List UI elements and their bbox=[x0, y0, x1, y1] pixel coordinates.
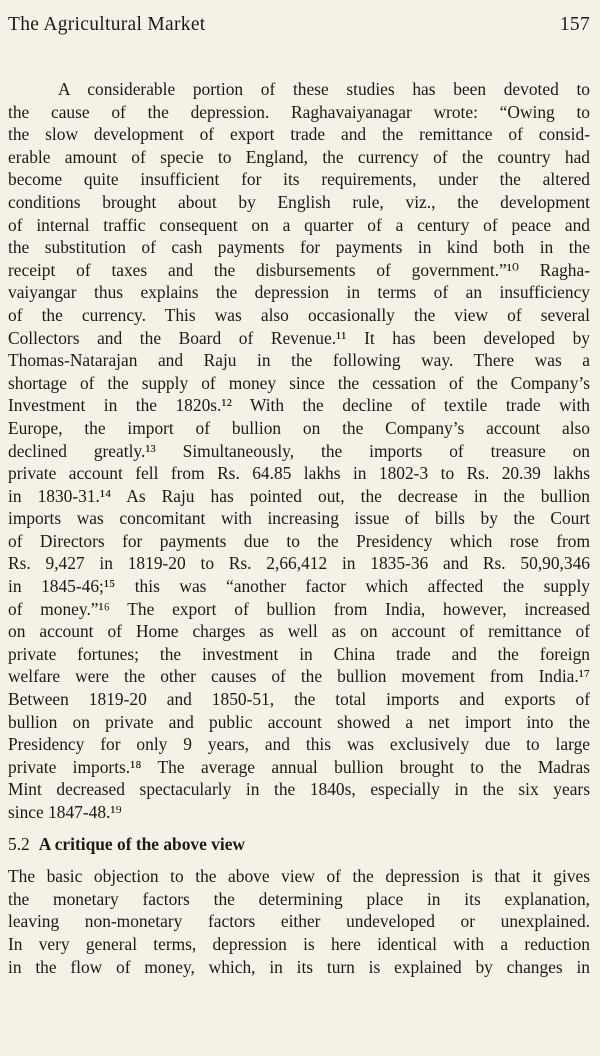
text-line: the monetary factors the determining place in its explanation, bbox=[8, 888, 590, 909]
text-line: Between 1819-20 and 1850-51, the total imports and exports of bbox=[8, 689, 590, 710]
text-line: Mint decreased spectacularly in the 1840s, especially in the six years bbox=[8, 779, 590, 800]
text-line: leaving non-monetary factors either undeveloped or unexplained. bbox=[8, 911, 590, 932]
body-text bbox=[8, 78, 590, 978]
text-line: the cause of the depression. Raghavaiyanagar wrote: “Owing to bbox=[8, 101, 590, 122]
text-line: Europe, the import of bullion on the Company’s account also bbox=[8, 417, 590, 438]
text-line: welfare were the other causes of the bullion movement from India.¹⁷ bbox=[8, 666, 590, 687]
text-line: private imports.¹⁸ The average annual bullion brought to the Madras bbox=[8, 756, 590, 777]
text-line: the substitution of cash payments for payments in kind both in the bbox=[8, 237, 590, 258]
paragraph-causes-of-depression bbox=[8, 78, 590, 824]
text-line: in the flow of money, which, in its turn is explained by changes in bbox=[8, 956, 590, 977]
text-line: shortage of the supply of money since the cessation of the Company’s bbox=[8, 372, 590, 393]
text-line: in 1845-46;¹⁵ this was “another factor which affected the supply bbox=[8, 576, 590, 597]
text-line: Investment in the 1820s.¹² With the decline of textile trade with bbox=[8, 395, 590, 416]
text-line: receipt of taxes and the disbursements of government.”¹⁰ Ragha- bbox=[8, 259, 590, 280]
section-heading bbox=[8, 833, 590, 856]
text-line: Presidency for only 9 years, and this was exclusively due to large bbox=[8, 734, 590, 755]
text-line: of the currency. This was also occasionally the view of several bbox=[8, 304, 590, 325]
text-line: In very general terms, depression is here identical with a reduction bbox=[8, 933, 590, 954]
text-line: bullion on private and public account showed a net import into the bbox=[8, 711, 590, 732]
text-line: Thomas-Natarajan and Raju in the following way. There was a bbox=[8, 350, 590, 371]
text-line: The basic objection to the above view of the depression is that it gives bbox=[8, 866, 590, 887]
text-line: in 1830-31.¹⁴ As Raju has pointed out, the decrease in the bullion bbox=[8, 485, 590, 506]
text-line: A considerable portion of these studies has been devoted to bbox=[58, 79, 590, 99]
section-title: A critique of the above view bbox=[38, 833, 245, 854]
text-line: become quite insufficient for its requirements, under the altered bbox=[8, 169, 590, 190]
section-number: 5.2 bbox=[8, 833, 30, 854]
text-line: on account of Home charges as well as on account of remittance of bbox=[8, 621, 590, 642]
text-line: the slow development of export trade and the remittance of consid- bbox=[8, 124, 590, 145]
text-line: Collectors and the Board of Revenue.¹¹ It has been developed by bbox=[8, 327, 590, 348]
text-line: since 1847-48.¹⁹ bbox=[8, 802, 122, 822]
paragraph-critique bbox=[8, 865, 590, 978]
text-line: of Directors for payments due to the Presidency which rose from bbox=[8, 530, 590, 551]
text-line: of internal traffic consequent on a quarter of a century of peace and bbox=[8, 214, 590, 235]
text-line: Rs. 9,427 in 1819-20 to Rs. 2,66,412 in 1835-36 and Rs. 50,90,346 bbox=[8, 553, 590, 574]
text-line: declined greatly.¹³ Simultaneously, the imports of treasure on bbox=[8, 440, 590, 461]
page-number: 157 bbox=[559, 14, 590, 35]
text-line: imports was concomitant with increasing issue of bills by the Court bbox=[8, 508, 590, 529]
text-line: conditions brought about by English rule, viz., the development bbox=[8, 191, 590, 212]
text-line: vaiyangar thus explains the depression in terms of an insufficiency bbox=[8, 282, 590, 303]
text-line: private account fell from Rs. 64.85 lakhs in 1802-3 to Rs. 20.39 lakhs bbox=[8, 463, 590, 484]
text-line: erable amount of specie to England, the currency of the country had bbox=[8, 146, 590, 167]
text-line: private fortunes; the investment in China trade and the foreign bbox=[8, 643, 590, 664]
text-line: of money.”¹⁶ The export of bullion from India, however, increased bbox=[8, 598, 590, 619]
running-head bbox=[8, 14, 590, 44]
running-head-title: The Agricultural Market bbox=[8, 14, 206, 35]
